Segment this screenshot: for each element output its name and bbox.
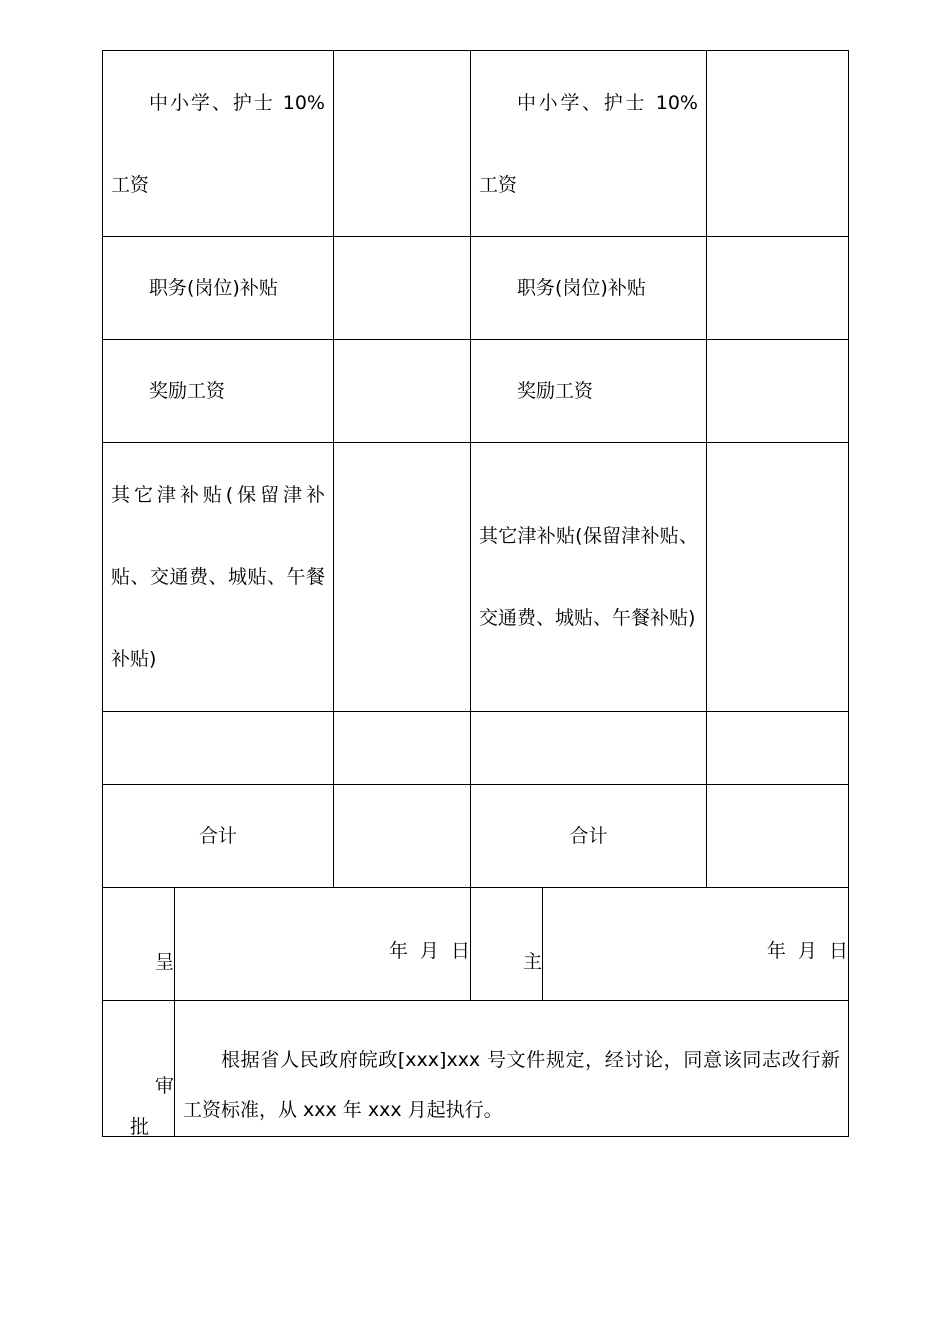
left-bonus-label: 奖励工资 xyxy=(149,380,226,402)
cell-left-post-allowance-label xyxy=(103,237,334,340)
cell-left-blank-label[interactable] xyxy=(103,712,334,785)
cell-right-total-label xyxy=(471,785,707,888)
left-other-allowance-label: 其它津补贴(保留津补贴、交通费、城贴、午餐补贴) xyxy=(111,484,325,670)
cell-submit-right-label xyxy=(471,888,543,1001)
row-bonus xyxy=(103,340,849,443)
cell-right-blank-value[interactable] xyxy=(707,712,849,785)
salary-change-form-table xyxy=(102,50,849,1137)
cell-submit-left-date[interactable] xyxy=(175,888,471,1001)
submit-right-date: 年 月 日 xyxy=(766,939,848,962)
row-submit xyxy=(103,888,849,1001)
cell-left-blank-value[interactable] xyxy=(334,712,471,785)
cell-right-blank-label[interactable] xyxy=(471,712,707,785)
right-bonus-label: 奖励工资 xyxy=(517,380,594,402)
cell-right-post-allowance-label xyxy=(471,237,707,340)
cell-approval-label xyxy=(103,1001,175,1137)
right-total-label: 合计 xyxy=(569,825,608,847)
cell-left-salary-10pct-value[interactable] xyxy=(334,51,471,237)
cell-left-salary-10pct-label xyxy=(103,51,334,237)
cell-approval-text xyxy=(175,1001,849,1137)
row-approval xyxy=(103,1001,849,1137)
cell-submit-right-date[interactable] xyxy=(543,888,849,1001)
cell-left-total-value[interactable] xyxy=(334,785,471,888)
cell-right-bonus-label xyxy=(471,340,707,443)
cell-right-salary-10pct-value[interactable] xyxy=(707,51,849,237)
cell-left-other-allowance-label xyxy=(103,443,334,712)
cell-right-salary-10pct-label xyxy=(471,51,707,237)
left-total-label: 合计 xyxy=(198,825,237,847)
cell-right-total-value[interactable] xyxy=(707,785,849,888)
right-post-allowance-label: 职务(岗位)补贴 xyxy=(517,277,646,299)
cell-right-post-allowance-value[interactable] xyxy=(707,237,849,340)
cell-left-bonus-value[interactable] xyxy=(334,340,471,443)
right-salary-10pct-label: 中小学、护士 10%工资 xyxy=(479,91,698,196)
cell-right-other-allowance-value[interactable] xyxy=(707,443,849,712)
cell-left-post-allowance-value[interactable] xyxy=(334,237,471,340)
right-other-allowance-label: 其它津补贴(保留津补贴、交通费、城贴、午餐补贴) xyxy=(479,525,698,629)
row-other-allowance xyxy=(103,443,849,712)
submit-left-date: 年 月 日 xyxy=(388,939,470,962)
row-blank xyxy=(103,712,849,785)
submit-right-label: 主 xyxy=(522,950,542,973)
left-salary-10pct-label: 中小学、护士 10%工资 xyxy=(111,91,325,196)
cell-submit-left-label xyxy=(103,888,175,1001)
cell-right-bonus-value[interactable] xyxy=(707,340,849,443)
approval-label-bottom: 批 xyxy=(130,1116,150,1138)
row-post-allowance xyxy=(103,237,849,340)
cell-right-other-allowance-label xyxy=(471,443,707,712)
submit-left-label: 呈 xyxy=(154,950,174,973)
cell-left-other-allowance-value[interactable] xyxy=(334,443,471,712)
approval-text: 根据省人民政府皖政[xxx]xxx 号文件规定，经讨论，同意该同志改行新工资标准，从 xxx 年 xxx 月起执行。 xyxy=(183,1049,840,1121)
approval-label-top: 审 xyxy=(154,1074,174,1097)
cell-left-bonus-label xyxy=(103,340,334,443)
row-total xyxy=(103,785,849,888)
row-salary-10pct xyxy=(103,51,849,237)
left-post-allowance-label: 职务(岗位)补贴 xyxy=(149,277,278,299)
cell-left-total-label xyxy=(103,785,334,888)
